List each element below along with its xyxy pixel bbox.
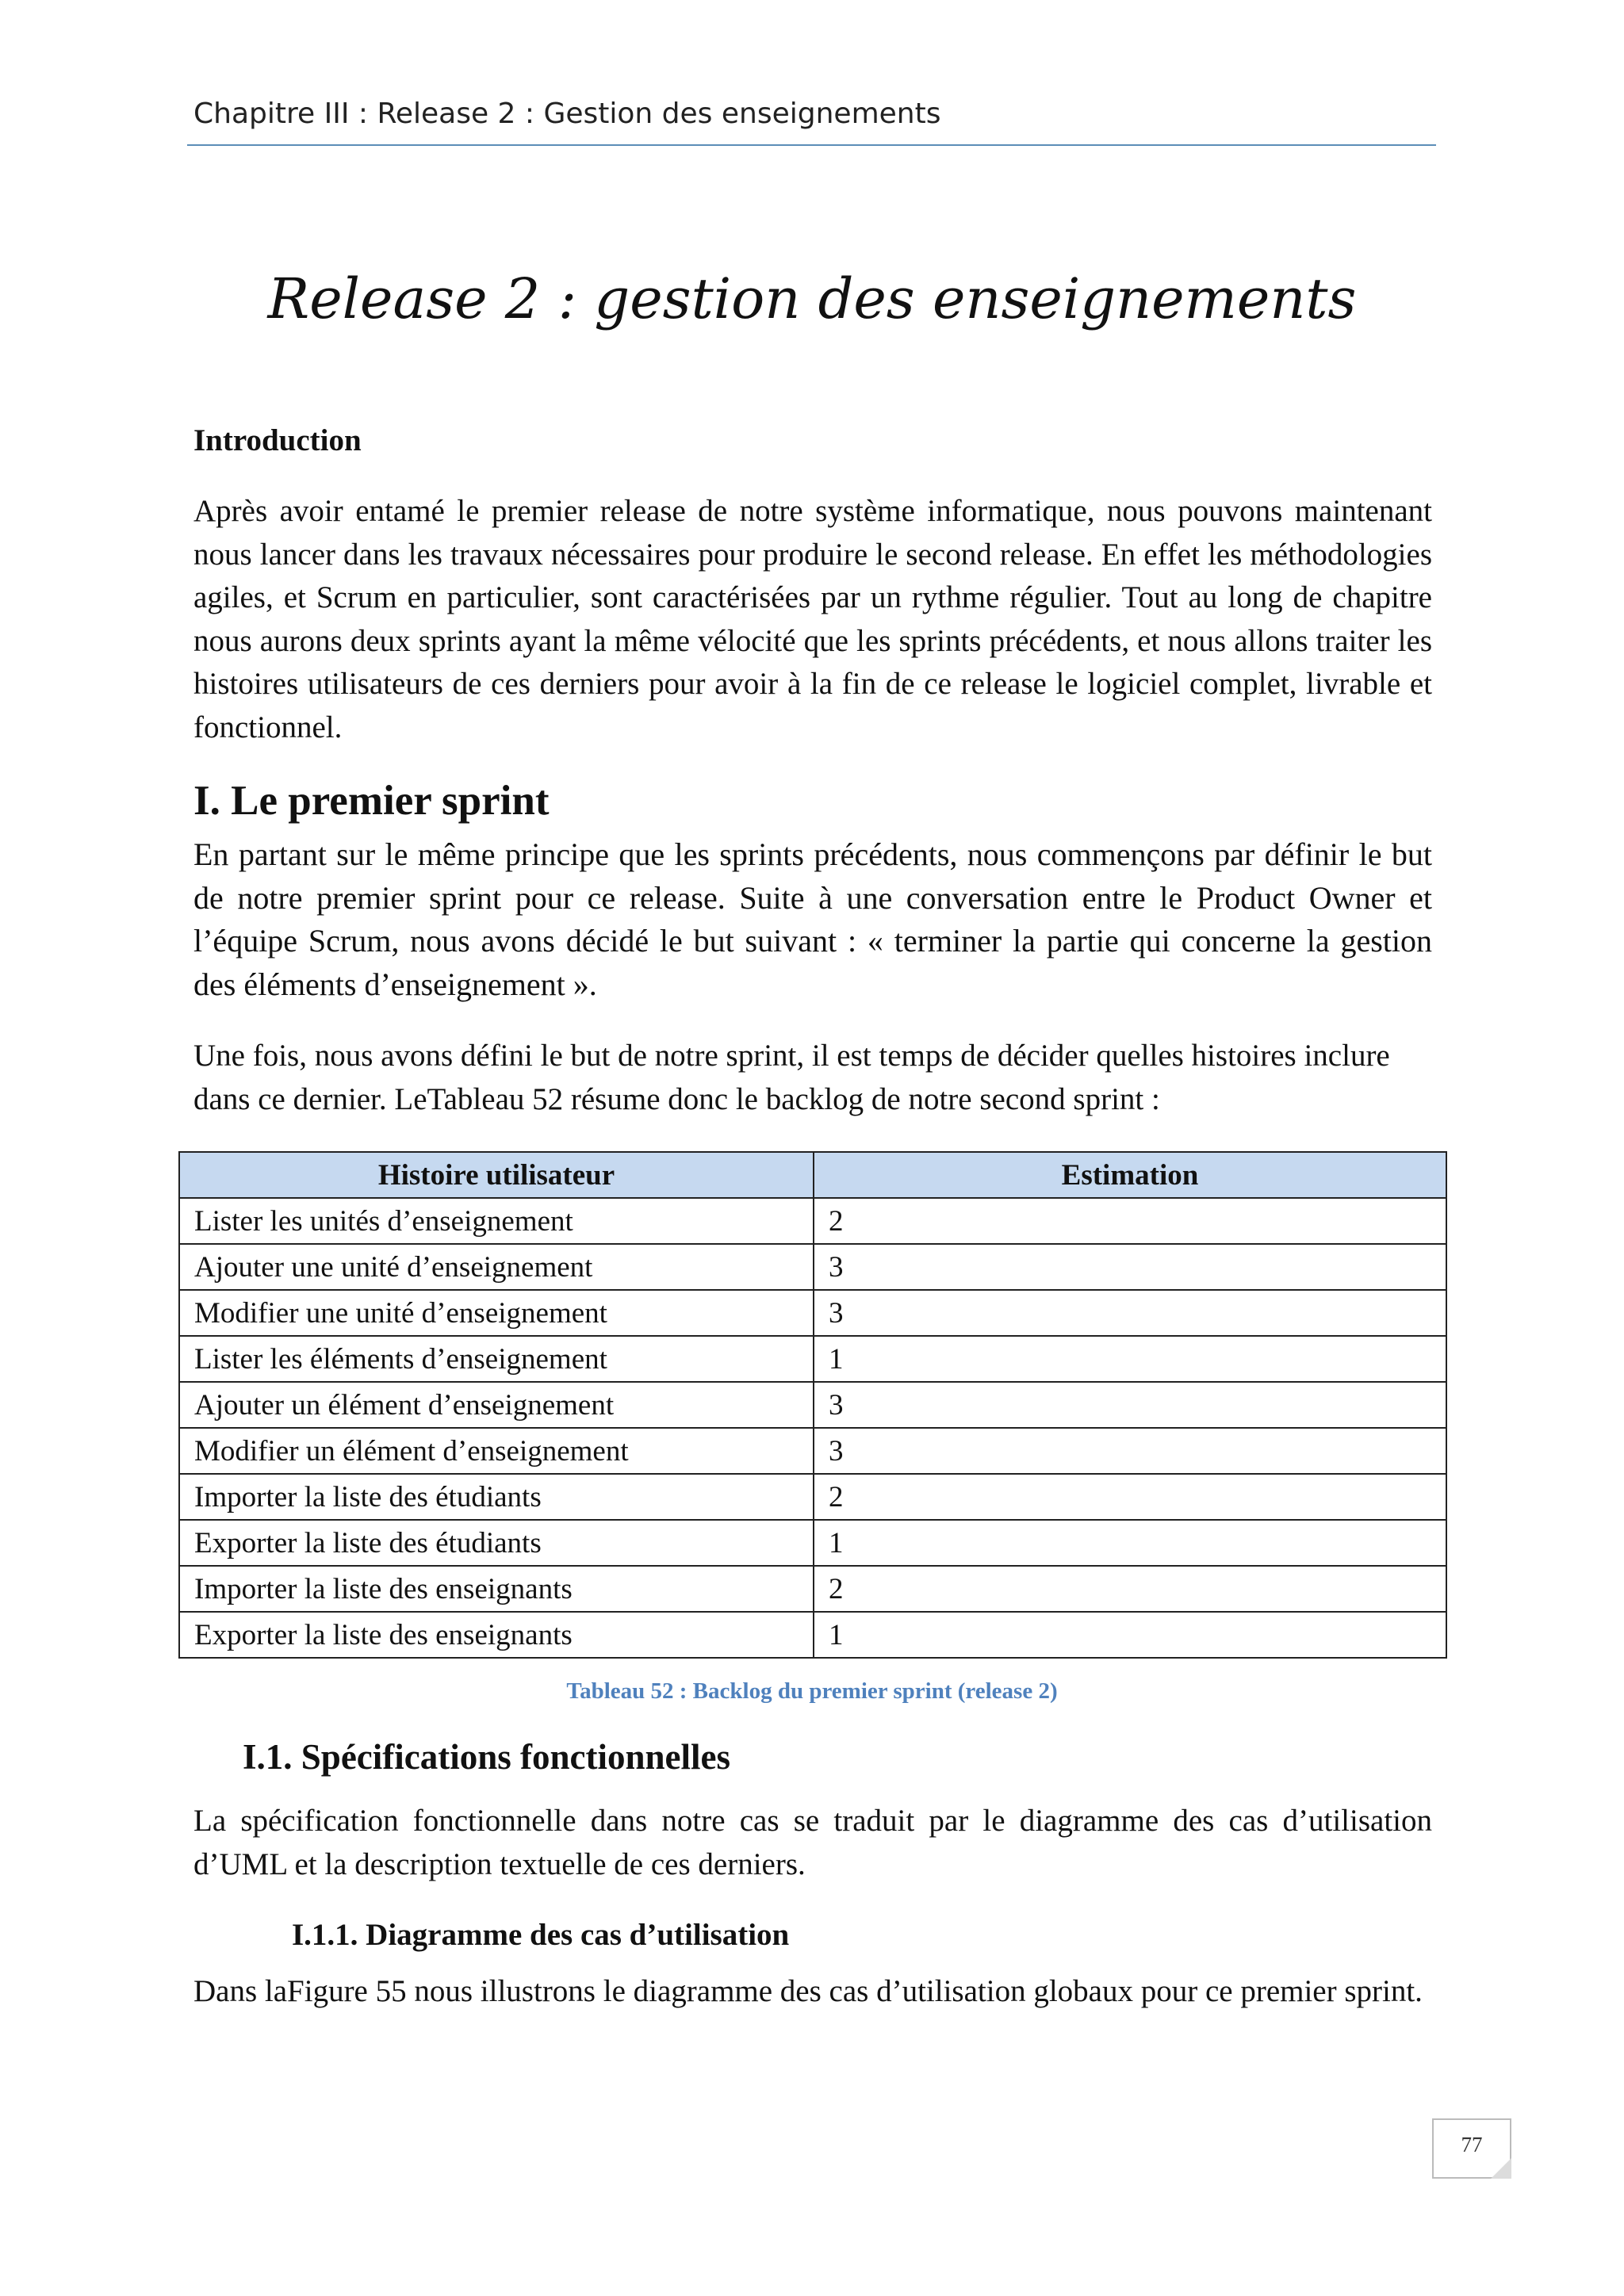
estimation-cell: 1 [814, 1336, 1446, 1382]
user-story-cell: Exporter la liste des étudiants [179, 1520, 814, 1566]
estimation-cell: 2 [814, 1198, 1446, 1244]
use-case-diagram-paragraph: Dans laFigure 55 nous illustrons le diagramme des cas d’utilisation globaux pour ce premier sprint. [193, 1974, 1423, 2008]
user-story-cell: Modifier un élément d’enseignement [179, 1428, 814, 1474]
header-divider [187, 144, 1436, 146]
column-header-user-story: Histoire utilisateur [179, 1152, 814, 1198]
table-row [179, 1474, 1446, 1520]
table-row [179, 1428, 1446, 1474]
table-header-row [179, 1152, 1446, 1198]
estimation-cell: 3 [814, 1428, 1446, 1474]
first-sprint-heading: I. Le premier sprint [193, 778, 550, 824]
estimation-cell: 1 [814, 1612, 1446, 1658]
table-row [179, 1612, 1446, 1658]
estimation-cell: 2 [814, 1474, 1446, 1520]
user-story-cell: Exporter la liste des enseignants [179, 1612, 814, 1658]
user-story-cell: Ajouter un élément d’enseignement [179, 1382, 814, 1428]
user-story-cell: Ajouter une unité d’enseignement [179, 1244, 814, 1290]
page-number: 77 [1461, 2133, 1483, 2156]
user-story-cell: Modifier une unité d’enseignement [179, 1290, 814, 1336]
user-story-cell: Importer la liste des enseignants [179, 1566, 814, 1612]
introduction-paragraph: Après avoir entamé le premier release de notre système informatique, nous pouvons maintenant nous lancer dans les travaux nécessaires pour produire le second release. En effet les méthodologies agiles, et Scrum en particulier, sont caractérisées par un rythme régulier. Tout au long de chapitre nous aurons deux sprints ayant la même vélocité que les sprints précédents, et nous allons traiter les histoires utilisateurs de ces derniers pour avoir à la fin de ce release le logiciel complet, livrable et fonctionnel. [193, 494, 1432, 744]
chapter-header: Chapitre III : Release 2 : Gestion des enseignements [193, 98, 941, 130]
user-story-cell: Lister les éléments d’enseignement [179, 1336, 814, 1382]
release-title: Release 2 : gestion des enseignements [267, 266, 1357, 331]
use-case-diagram-heading: I.1.1. Diagramme des cas d’utilisation [292, 1918, 790, 1952]
backlog-intro-paragraph: Une fois, nous avons défini le but de notre sprint, il est temps de décider quelles histoires inclure dans ce dernier. LeTableau 52 résume donc le backlog de notre second sprint : [193, 1039, 1390, 1116]
user-story-cell: Importer la liste des étudiants [179, 1474, 814, 1520]
estimation-cell: 1 [814, 1520, 1446, 1566]
table-row [179, 1520, 1446, 1566]
estimation-cell: 3 [814, 1244, 1446, 1290]
functional-specs-paragraph: La spécification fonctionnelle dans notre cas se traduit par le diagramme des cas d’utilisation d’UML et la description textuelle de ces derniers. [193, 1804, 1432, 1881]
user-story-cell: Lister les unités d’enseignement [179, 1198, 814, 1244]
backlog-table [178, 1151, 1447, 1659]
first-sprint-paragraph: En partant sur le même principe que les sprints précédents, nous commençons par définir le but de notre premier sprint pour ce release. Suite à une conversation entre le Product Owner et l’équipe Scrum, nous avons décidé le but suivant : « terminer la partie qui concerne la gestion des éléments d’enseignement ». [193, 836, 1432, 1002]
table-row [179, 1382, 1446, 1428]
column-header-estimation: Estimation [814, 1152, 1446, 1198]
table-row [179, 1244, 1446, 1290]
table-row [179, 1336, 1446, 1382]
table-caption: Tableau 52 : Backlog du premier sprint (release 2) [566, 1678, 1058, 1704]
page-number-box [1432, 2118, 1511, 2179]
introduction-heading: Introduction [193, 423, 362, 457]
table-row [179, 1566, 1446, 1612]
estimation-cell: 3 [814, 1382, 1446, 1428]
functional-specs-heading: I.1. Spécifications fonctionnelles [243, 1737, 730, 1777]
estimation-cell: 2 [814, 1566, 1446, 1612]
table-row [179, 1198, 1446, 1244]
table-row [179, 1290, 1446, 1336]
page-curl-icon [1491, 2158, 1511, 2179]
estimation-cell: 3 [814, 1290, 1446, 1336]
